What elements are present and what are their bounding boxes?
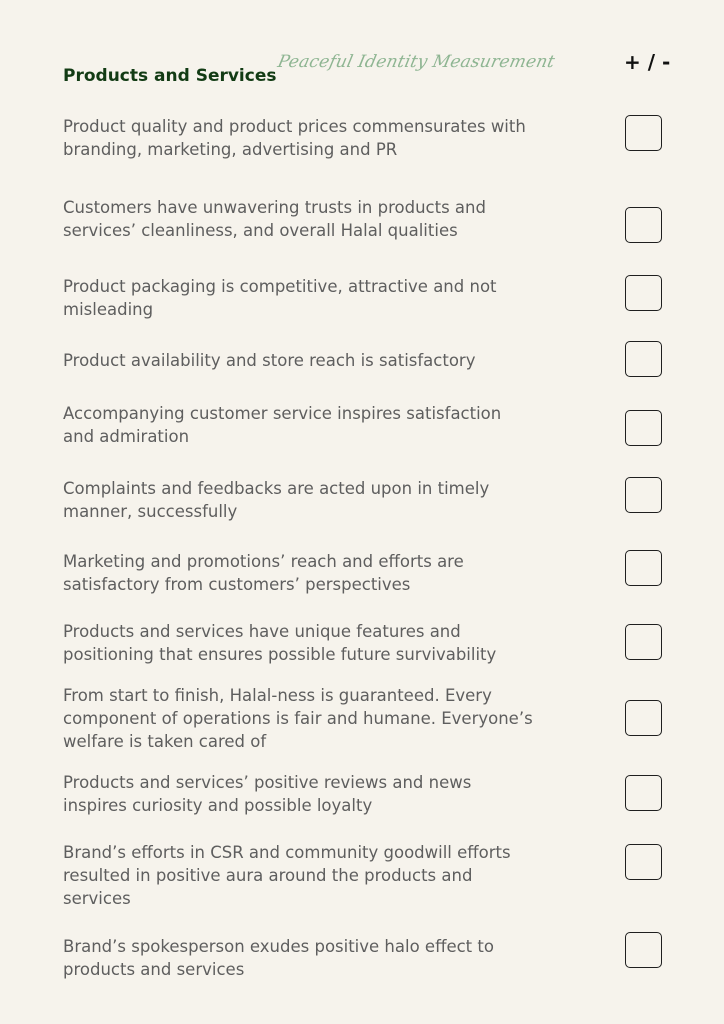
script-subtitle: Peaceful Identity Measurement bbox=[275, 52, 557, 72]
checklist-checkbox[interactable] bbox=[625, 115, 662, 151]
checklist-item-text: Brand’s spokesperson exudes positive halo effect to products and services bbox=[63, 937, 494, 979]
checklist-checkbox[interactable] bbox=[625, 207, 662, 243]
checklist-checkbox[interactable] bbox=[625, 700, 662, 736]
plus-minus-column-label: + / - bbox=[624, 50, 671, 74]
checklist-item-text: Product quality and product prices commensurates with branding, marketing, advertising and PR bbox=[63, 117, 526, 159]
checklist-item-text: Accompanying customer service inspires satisfaction and admiration bbox=[63, 404, 502, 446]
checklist-item-text: Products and services have unique features and positioning that ensures possible future survivability bbox=[63, 622, 497, 664]
checklist-checkbox[interactable] bbox=[625, 341, 662, 377]
checklist-item-text: From start to finish, Halal-ness is guaranteed. Every component of operations is fair and humane. Everyone’s welfare is taken cared of bbox=[63, 686, 533, 751]
checklist-item-text: Complaints and feedbacks are acted upon in timely manner, successfully bbox=[63, 479, 490, 521]
checklist-item-text: Product packaging is competitive, attractive and not misleading bbox=[63, 277, 497, 319]
checklist-checkbox[interactable] bbox=[625, 624, 662, 660]
checklist-checkbox[interactable] bbox=[625, 844, 662, 880]
page-title: Products and Services bbox=[63, 66, 277, 86]
checklist-item-text: Customers have unwavering trusts in products and services’ cleanliness, and overall Halal qualities bbox=[63, 198, 486, 240]
checklist-checkbox[interactable] bbox=[625, 477, 662, 513]
checklist-checkbox[interactable] bbox=[625, 775, 662, 811]
checklist-item-text: Products and services’ positive reviews and news inspires curiosity and possible loyalty bbox=[63, 773, 472, 815]
checklist-item-text: Product availability and store reach is satisfactory bbox=[63, 351, 476, 370]
checklist-checkbox[interactable] bbox=[625, 550, 662, 586]
checklist-checkbox[interactable] bbox=[625, 275, 662, 311]
checklist-checkbox[interactable] bbox=[625, 410, 662, 446]
checklist-item-text: Brand’s efforts in CSR and community goodwill efforts resulted in positive aura around the products and services bbox=[63, 843, 511, 908]
checklist-item-text: Marketing and promotions’ reach and efforts are satisfactory from customers’ perspectives bbox=[63, 552, 464, 594]
checklist-checkbox[interactable] bbox=[625, 932, 662, 968]
